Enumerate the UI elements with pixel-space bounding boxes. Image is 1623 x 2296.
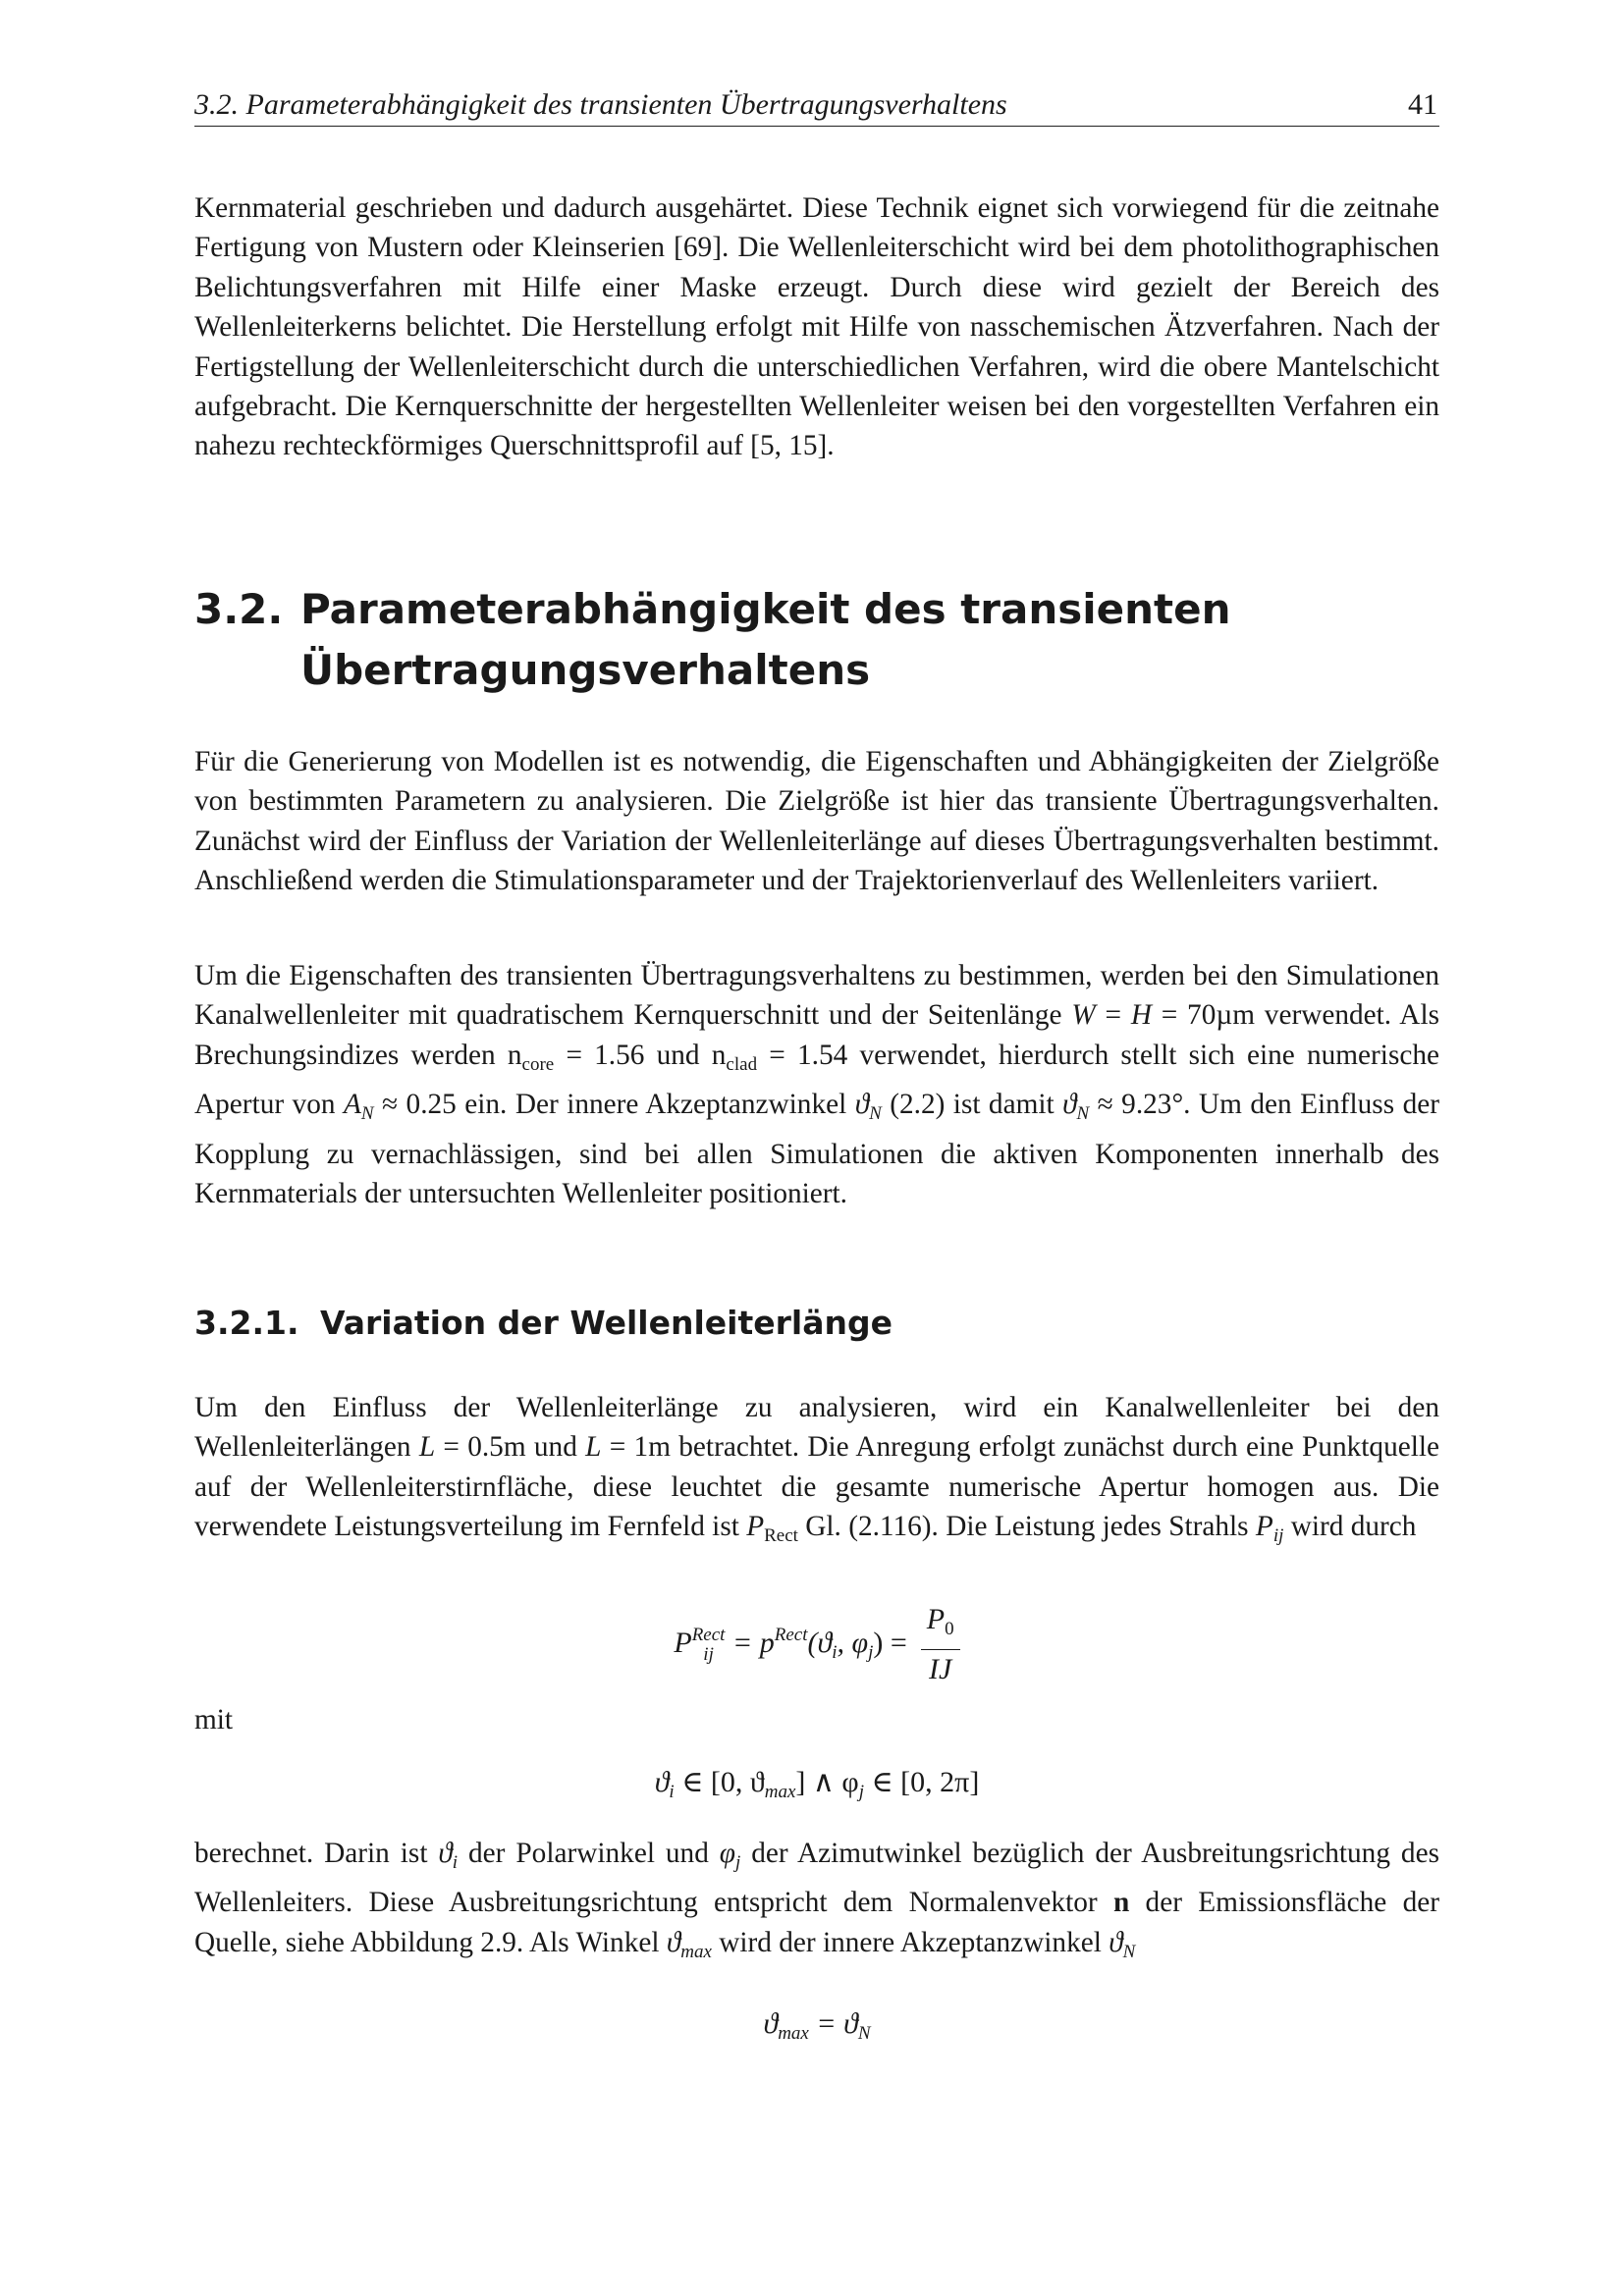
running-head-title: 3.2. Parameterabhängigkeit des transienten Übertragungsverhaltens: [194, 88, 1007, 121]
equation-ray-power: P Rect ij = $p^{Rect}(ϑ_i$, $\varphi_j$) = $\frac{P_0}{IJ}$: [194, 1600, 1439, 1698]
section-number: 3.2.: [194, 585, 284, 633]
paragraph-length-variation: Um den Einfluss der Wellenleiterlänge zu analysieren, wird ein Kanalwellenleiter bei den Wellenleiterlängen L = 0.5m und L = 1m betrachtet. Die Anregung erfolgt zunächst durch eine Punktquelle auf der Wellenleiterstirnfläche, diese leuchtet die gesamte numerische Apertur homogen aus. Die verwendete Leistungsverteilung im Fernfeld ist $P_{Rect}$ Gl. (2.116). Die Leistung jedes Strahls $P_{ij}$ wird durch: [194, 1392, 1440, 1547]
paragraph-angles: berechnet. Darin ist $ϑ_i$ der Polarwinkel und $\varphi_j$ der Azimutwinkel bezüglich der Ausbreitungsrichtung des Wellenleiters. Diese Ausbreitungsrichtung entspricht dem Normalenvektor n der Emissionsfläche der Quelle, siehe Abbildung 2.9. Als Winkel $ϑ_{max}$ wird der innere Akzeptanzwinkel $ϑ_N$: [194, 1838, 1439, 1962]
subsection-title: Variation der Wellenleiterlänge: [320, 1304, 893, 1342]
equation-fraction: $\frac{P_0}{IJ}$: [921, 1600, 960, 1689]
equation-angle-ranges: $ϑ_i$ ∈ [0, $ϑ_{max}$] ∧ $\varphi_j$ ∈ [0, 2π]: [654, 1766, 980, 1802]
paragraph-fabrication: Kernmaterial geschrieben und dadurch ausgehärtet. Diese Technik eignet sich vorwiegend für die zeitnahe Fertigung von Mustern oder Kleinserien [69]. Die Wellenleiterschicht wird bei dem photolithographischen Belichtungsverfahren mit Hilfe einer Maske erzeugt. Durch diese wird gezielt der Bereich des Wellenleiterkerns belichtet. Die Herstellung erfolgt mit Hilfe von nasschemischen Ätzverfahren. Nach der Fertigstellung der Wellenleiterschicht durch die unterschiedlichen Verfahren, wird die obere Mantelschicht aufgebracht. Die Kernquerschnitte der hergestellten Wellenleiter weisen bei den vorgestellten Verfahren ein nahezu rechteckförmiges Querschnittsprofil auf [5, 15].: [194, 192, 1439, 462]
paragraph-intro: Für die Generierung von Modellen ist es notwendig, die Eigenschaften und Abhängigkeiten der Zielgröße von bestimmten Parametern zu analysieren. Die Zielgröße ist hier das transiente Übertragungsverhalten. Zunächst wird der Einfluss der Variation der Wellenleiterlänge auf dieses Übertragungsverhalten bestimmt. Anschließend werden die Stimulationsparameter und der Trajektorienverlauf des Wellenleiters variiert.: [194, 746, 1439, 897]
paragraph-simulation-setup: Um die Eigenschaften des transienten Übertragungsverhaltens zu bestimmen, werden bei den Simulationen Kanalwellenleiter mit quadratischem Kernquerschnitt und der Seitenlänge W = H = 70µm verwendet. Als Brechungsindizes werden $n_{core} = 1.56$ und $n_{clad} = 1.54$ verwendet, hierdurch stellt sich eine numerische Apertur von $A_N \approx 0.25$ ein. Der innere Akzeptanzwinkel $ϑ_N$ (2.2) ist damit $ϑ_N \approx 9.23^\circ$. Um den Einfluss der Kopplung zu vernachlässigen, sind bei allen Simulationen die aktiven Komponenten innerhalb des Kernmaterials der untersuchten Wellenleiter positioniert.: [194, 960, 1440, 1210]
equation-theta-max: $ϑ_{max} = ϑ_N$: [763, 2007, 871, 2044]
subsection-heading: [194, 1302, 1439, 1345]
page-number: 41: [1408, 88, 1437, 121]
subsection-number: 3.2.1.: [194, 1304, 299, 1342]
running-head: [194, 84, 1439, 127]
text-mit: mit: [194, 1704, 234, 1735]
section-title: Parameterabhängigkeit des transienten Übertragungsverhaltens: [300, 585, 1231, 694]
